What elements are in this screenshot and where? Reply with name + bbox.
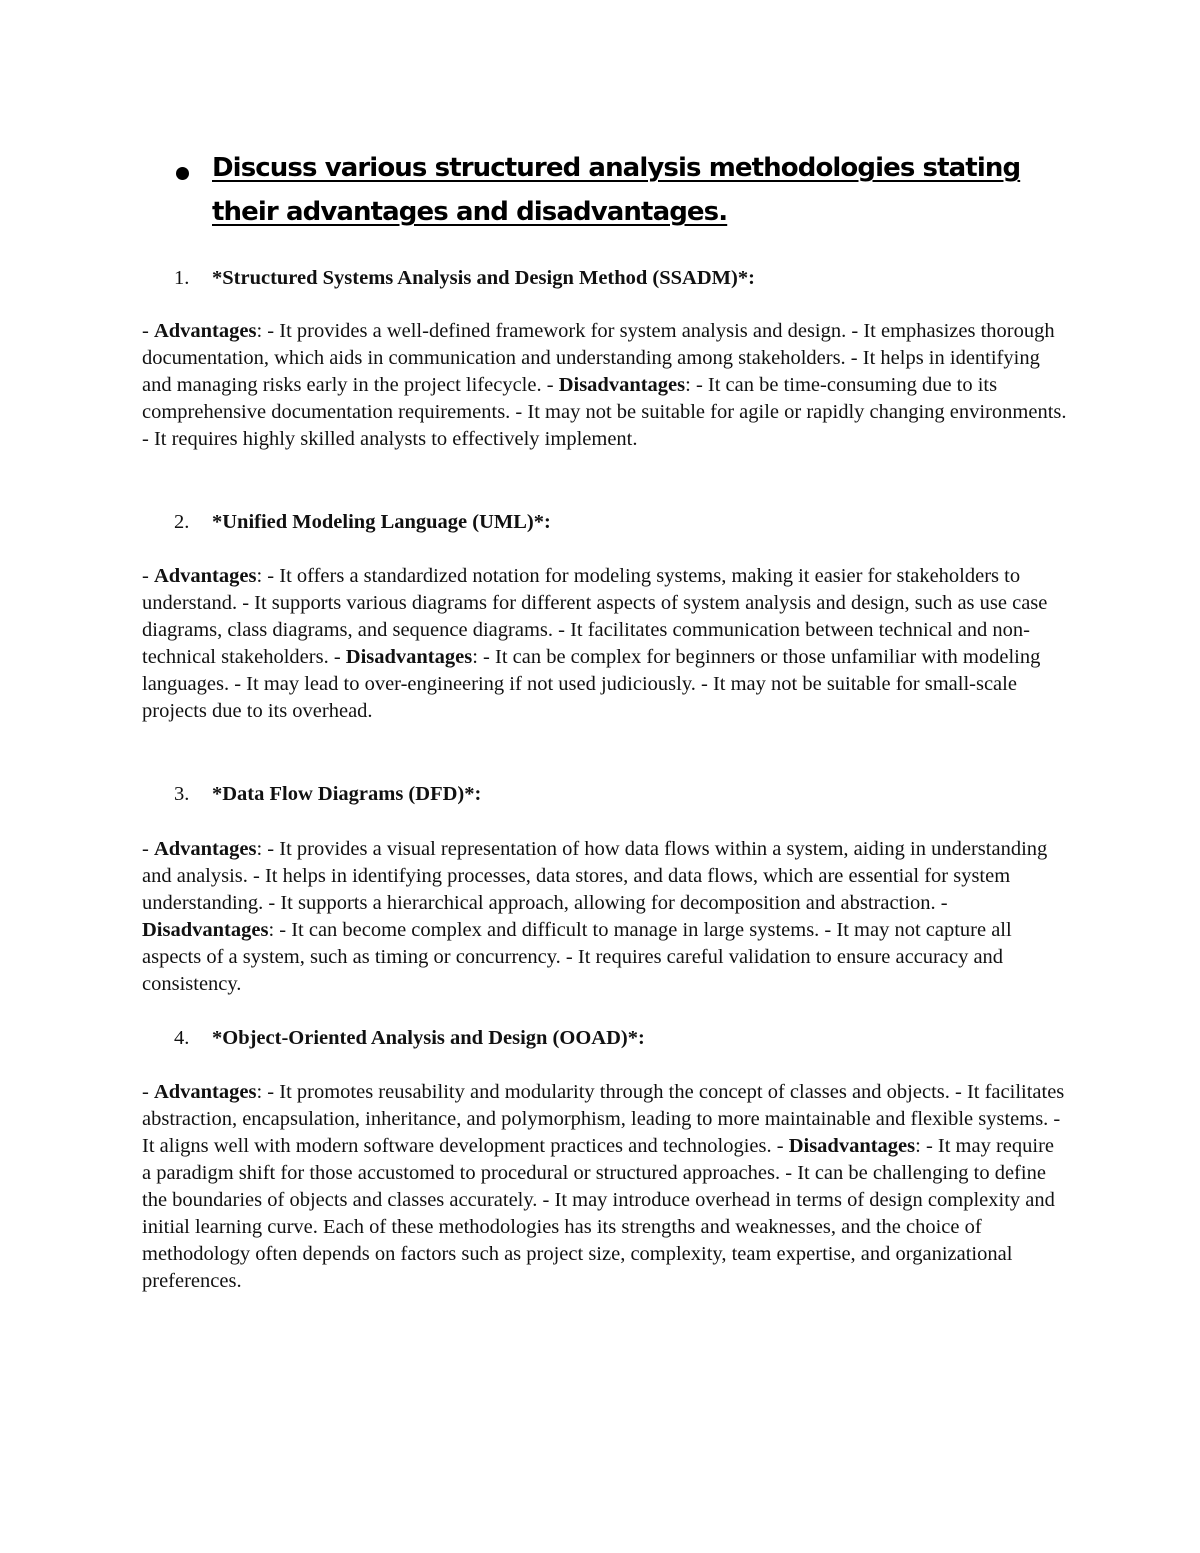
section-body-ssadm <box>142 318 1067 453</box>
advantages-prefix: - <box>142 565 154 587</box>
disadvantages-text: : - It can be complex for beginners or those unfamiliar with modeling languages. - It may lead to over-engineering if not used judiciously. - It may not be suitable for small-scale projects due to its overhead. <box>142 646 1041 722</box>
section-title-dfd <box>174 781 481 808</box>
section-title-uml <box>174 509 551 536</box>
advantages-text: : - It provides a well-defined framework for system analysis and design. - It emphasizes thorough documentation, which aids in communication and understanding among stakeholders. - It helps in identifying and managing risks early in the project lifecycle. - <box>142 320 1055 396</box>
section-number: 1. <box>174 267 190 289</box>
disadvantages-text: : - It may require a paradigm shift for those accustomed to procedural or structured approaches. - It can be challenging to define the boundaries of objects and classes accurately. - It may introduce overhead in terms of design complexity and initial learning curve. Each of these methodologies has its strengths and weaknesses, and the choice of methodology often depends on factors such as project size, complexity, team expertise, and organizational preferences. <box>142 1135 1055 1292</box>
advantages-prefix: - <box>142 1081 154 1103</box>
disadvantages-text: : - It can become complex and difficult to manage in large systems. - It may not capture all aspects of a system, such as timing or concurrency. - It requires careful validation to ensure accuracy and consistency. <box>142 919 1012 995</box>
section-heading: *Structured Systems Analysis and Design Method (SSADM)*: <box>212 267 755 289</box>
section-heading: *Data Flow Diagrams (DFD)*: <box>212 783 482 805</box>
disadvantages-text: : - It can be time-consuming due to its comprehensive documentation requirements. - It may not be suitable for agile or rapidly changing environments. - It requires highly skilled analysts to effectively implement. <box>142 374 1067 450</box>
disadvantages-label: Disadvantages <box>558 374 686 396</box>
section-title-ooad <box>174 1025 645 1052</box>
bullet-icon <box>176 167 189 180</box>
disadvantages-label: Disadvantages <box>142 919 269 941</box>
advantages-label: Advantages <box>153 1081 257 1103</box>
section-number: 4. <box>174 1027 190 1049</box>
advantages-text: : - It provides a visual representation of how data flows within a system, aiding in understanding and analysis. - It helps in identifying processes, data stores, and data flows, which are essential for system understanding. - It supports a hierarchical approach, allowing for decomposition and abstraction. - <box>142 838 1048 914</box>
advantages-label: Advantages <box>153 565 257 587</box>
section-body-uml <box>142 563 1067 725</box>
advantages-text: : - It offers a standardized notation for modeling systems, making it easier for stakeholders to understand. - It supports various diagrams for different aspects of system analysis and design, such as use case diagrams, class diagrams, and sequence diagrams. - It facilitates communication between technical and non-technical stakeholders. - <box>142 565 1048 668</box>
section-title-ssadm <box>174 265 755 292</box>
advantages-label: Advantages <box>153 838 257 860</box>
disadvantages-label: Disadvantages <box>345 646 473 668</box>
advantages-text: : - It promotes reusability and modularity through the concept of classes and objects. - It facilitates abstraction, encapsulation, inheritance, and polymorphism, leading to more maintainable and flexible systems. - It aligns well with modern software development practices and technologies. - <box>142 1081 1065 1157</box>
section-body-ooad <box>142 1079 1067 1295</box>
question-text: Discuss various structured analysis methodologies stating their advantages and disadvantages. <box>212 153 1021 227</box>
section-number: 2. <box>174 511 190 533</box>
section-number: 3. <box>174 783 190 805</box>
disadvantages-label: Disadvantages <box>788 1135 916 1157</box>
section-heading: *Unified Modeling Language (UML)*: <box>212 511 551 533</box>
advantages-label: Advantages <box>153 320 257 342</box>
section-heading: *Object-Oriented Analysis and Design (OOAD)*: <box>212 1027 645 1049</box>
advantages-prefix: - <box>142 838 154 860</box>
advantages-prefix: - <box>142 320 154 342</box>
section-body-dfd <box>142 836 1067 998</box>
